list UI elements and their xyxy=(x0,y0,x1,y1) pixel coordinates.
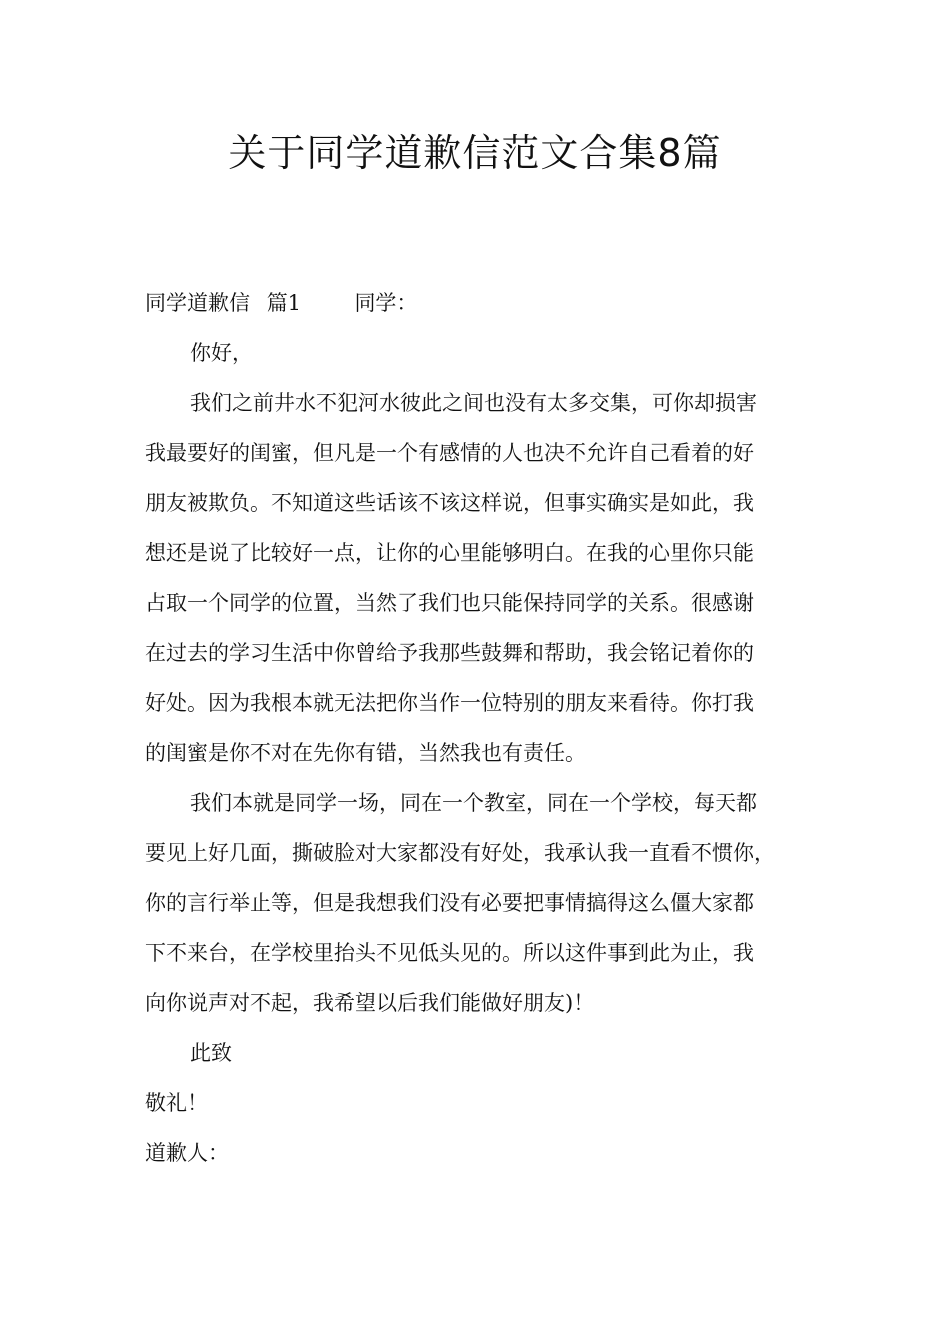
paragraph-2-line: 下不来台，在学校里抬头不见低头见的。所以这件事到此为止，我 xyxy=(145,941,754,965)
paragraph-2-line: 要见上好几面，撕破脸对大家都没有好处，我承认我一直看不惯你， xyxy=(145,841,775,865)
regards: 敬礼！ xyxy=(145,1091,208,1115)
section-label: 同学道歉信 xyxy=(145,291,250,315)
letter-body xyxy=(145,278,825,1178)
paragraph-1-line: 在过去的学习生活中你曾给予我那些鼓舞和帮助，我会铭记着你的 xyxy=(145,641,754,665)
paragraph-1-line: 我们之前井水不犯河水彼此之间也没有太多交集，可你却损害 xyxy=(190,391,757,415)
paragraph-1-line: 的闺蜜是你不对在先你有错，当然我也有责任。 xyxy=(145,741,586,765)
paragraph-2-line: 我们本就是同学一场，同在一个教室，同在一个学校，每天都 xyxy=(190,791,757,815)
paragraph-1-line: 想还是说了比较好一点，让你的心里能够明白。在我的心里你只能 xyxy=(145,541,754,565)
heading-line xyxy=(145,278,825,328)
closing: 此致 xyxy=(190,1041,232,1065)
paragraph-1-line: 占取一个同学的位置，当然了我们也只能保持同学的关系。很感谢 xyxy=(145,591,754,615)
paragraph-1-line: 好处。因为我根本就无法把你当作一位特别的朋友来看待。你打我 xyxy=(145,691,754,715)
paragraph-2-line: 你的言行举止等，但是我想我们没有必要把事情搞得这么僵大家都 xyxy=(145,891,754,915)
paragraph-2-line: 向你说声对不起，我希望以后我们能做好朋友)！ xyxy=(145,991,595,1015)
paragraph-1-line: 我最要好的闺蜜，但凡是一个有感情的人也决不允许自己看着的好 xyxy=(145,441,754,465)
paragraph-1-line: 朋友被欺负。不知道这些话该不该这样说，但事实确实是如此，我 xyxy=(145,491,754,515)
signature: 道歉人： xyxy=(145,1141,229,1165)
greeting: 你好， xyxy=(190,341,253,365)
document-title: 关于同学道歉信范文合集8篇 xyxy=(228,131,722,175)
salutation: 同学： xyxy=(354,291,418,315)
part-label: 篇1 xyxy=(266,291,302,315)
